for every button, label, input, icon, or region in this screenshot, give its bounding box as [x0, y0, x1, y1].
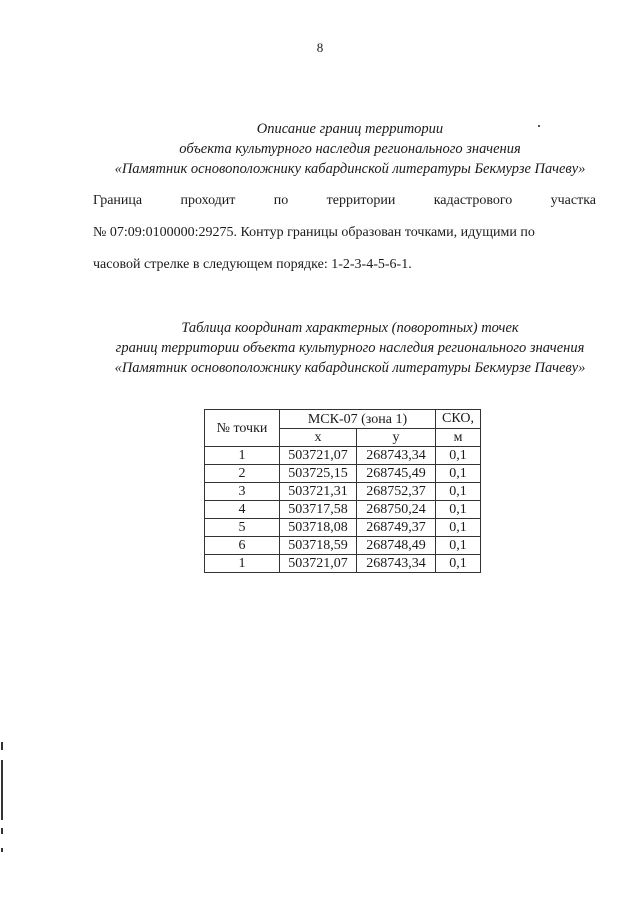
- word: по: [273, 193, 289, 208]
- sko-cell: 0,1: [436, 465, 481, 483]
- y-cell: 268749,37: [357, 519, 436, 537]
- title-line: Описание границ территории: [256, 121, 444, 137]
- y-cell: 268743,34: [357, 555, 436, 573]
- x-cell: 503721,07: [280, 555, 357, 573]
- header-sko-unit: м: [436, 429, 481, 447]
- sko-cell: 0,1: [436, 447, 481, 465]
- scan-margin-mark: [1, 828, 3, 834]
- word: участка: [550, 193, 596, 208]
- sko-cell: 0,1: [436, 537, 481, 555]
- x-cell: 503725,15: [280, 465, 357, 483]
- paragraph-line-1: [93, 185, 596, 217]
- paragraph-line-3: часовой стрелке в следующем порядке: 1-2-3-4-5-6-1.: [93, 257, 412, 272]
- x-cell: 503721,07: [280, 447, 357, 465]
- header-coordinate-system: МСК-07 (зона 1): [280, 410, 436, 429]
- title-line: «Памятник основоположнику кабардинской литературы Бекмурзе Пачеву»: [114, 360, 586, 376]
- header-point-number: № точки: [205, 410, 280, 447]
- point-number-cell: 3: [205, 483, 280, 501]
- section-title-boundary-description: [60, 119, 640, 179]
- y-cell: 268748,49: [357, 537, 436, 555]
- header-x: x: [280, 429, 357, 447]
- table-row: [205, 465, 481, 483]
- point-number-cell: 6: [205, 537, 280, 555]
- point-number-cell: 1: [205, 447, 280, 465]
- scan-margin-mark: [1, 760, 3, 820]
- sko-cell: 0,1: [436, 501, 481, 519]
- table-row: [205, 483, 481, 501]
- y-cell: 268743,34: [357, 447, 436, 465]
- sko-cell: 0,1: [436, 483, 481, 501]
- table-row: [205, 537, 481, 555]
- x-cell: 503721,31: [280, 483, 357, 501]
- point-number-cell: 1: [205, 555, 280, 573]
- coordinates-table: [204, 409, 481, 573]
- table-row: [205, 501, 481, 519]
- scan-margin-mark: [1, 848, 3, 852]
- x-cell: 503718,08: [280, 519, 357, 537]
- header-y: y: [357, 429, 436, 447]
- word: Граница: [93, 193, 143, 208]
- y-cell: 268745,49: [357, 465, 436, 483]
- point-number-cell: 5: [205, 519, 280, 537]
- point-number-cell: 4: [205, 501, 280, 519]
- scan-speck: [538, 125, 540, 127]
- section-title-coordinates-table: [60, 318, 640, 378]
- title-line: границ территории объекта культурного наследия регионального значения: [115, 340, 585, 356]
- boundary-paragraph: [93, 185, 596, 281]
- table-row: [205, 447, 481, 465]
- x-cell: 503717,58: [280, 501, 357, 519]
- title-line: Таблица координат характерных (поворотных) точек: [181, 320, 519, 336]
- header-sko: СКО,: [436, 410, 481, 429]
- page-number: 8: [316, 40, 324, 55]
- point-number-cell: 2: [205, 465, 280, 483]
- word: кадастрового: [433, 193, 513, 208]
- y-cell: 268752,37: [357, 483, 436, 501]
- table-row: [205, 555, 481, 573]
- scan-margin-mark: [1, 742, 3, 750]
- x-cell: 503718,59: [280, 537, 357, 555]
- sko-cell: 0,1: [436, 555, 481, 573]
- title-line: «Памятник основоположнику кабардинской литературы Бекмурзе Пачеву»: [114, 161, 586, 177]
- title-line: объекта культурного наследия регионального значения: [179, 141, 521, 157]
- word: территории: [326, 193, 396, 208]
- sko-cell: 0,1: [436, 519, 481, 537]
- table-row: [205, 519, 481, 537]
- word: проходит: [180, 193, 236, 208]
- paragraph-line-2: № 07:09:0100000:29275. Контур границы образован точками, идущими по: [93, 225, 535, 240]
- y-cell: 268750,24: [357, 501, 436, 519]
